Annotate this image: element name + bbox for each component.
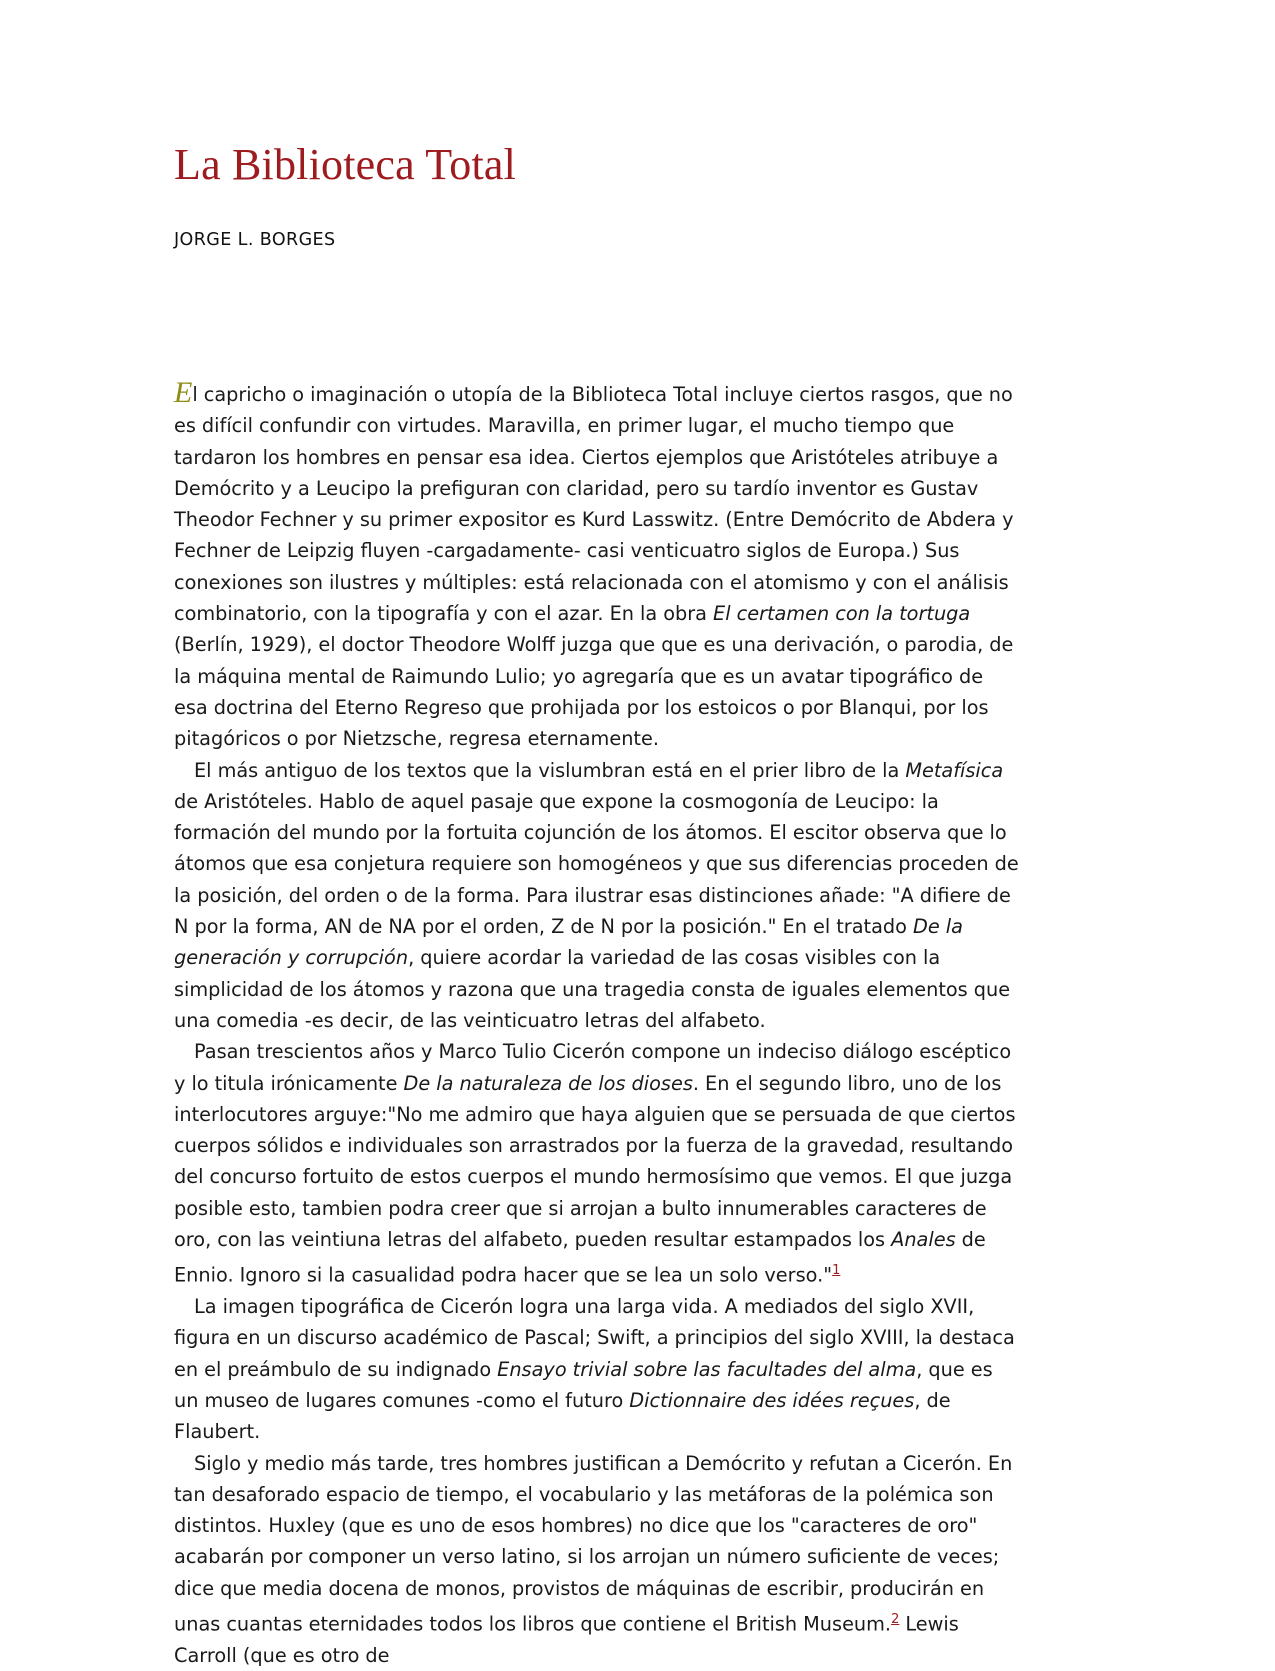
text-run: , de Flaubert. xyxy=(174,1388,951,1444)
author-byline: JORGE L. BORGES xyxy=(174,230,336,250)
italic-title: Dictionnaire des idées reçues xyxy=(629,1388,915,1412)
italic-title: De la naturaleza de los dioses xyxy=(403,1071,693,1095)
document-content xyxy=(174,140,1019,1667)
text-run: de Aristóteles. Hablo de aquel pasaje que expone la cosmogonía de Leucipo: la formación del mundo por la fortuita cojunción de los átomos. El escitor observa que lo átomos que esa conjetura requiere son homogéneos y que sus diferencias proceden de la posición, del orden o de la forma. Para ilustrar esas distinciones añade: "A difiere de N por la forma, AN de NA por el orden, Z de N por la posición." En el tratado xyxy=(174,789,1019,939)
paragraph xyxy=(174,755,1022,1037)
text-run: La imagen tipográfica de Cicerón logra una larga vida. A mediados del siglo XVII, figura en un discurso académico de Pascal; Swift, a principios del siglo XVIII, la destaca en el preámbulo de su indignado xyxy=(174,1295,1015,1381)
article-body xyxy=(174,378,1022,1671)
drop-cap: E xyxy=(174,376,193,409)
paragraph xyxy=(174,378,1022,755)
footnote-link[interactable]: 2 xyxy=(891,1612,900,1627)
text-run: , quiere acordar la variedad de las cosas visibles con la simplicidad de los átomos y razona que una tragedia consta de iguales elementos que una comedia -es decir, de las veinticuatro letras del alfabeto. xyxy=(174,946,1011,1032)
text-run: Pasan trescientos años y Marco Tulio Cicerón compone un indeciso diálogo escéptico y lo titula irónicamente xyxy=(174,1040,1012,1095)
paragraph xyxy=(174,1036,1022,1291)
italic-title: Anales xyxy=(891,1228,956,1252)
text-run: (Berlín, 1929), el doctor Theodore Wolff juzga que que es una derivación, o parodia, de la máquina mental de Raimundo Lulio; yo agregaría que es un avatar tipográfico de esa doctrina del Eterno Regreso que prohijada por los estoicos o por Blanqui, por los pitagóricos o por Nietzsche, regresa eternamente. xyxy=(174,633,1014,751)
text-run: El más antiguo de los textos que la vislumbran está en el prier libro de la xyxy=(194,758,906,782)
footnote-link[interactable]: 1 xyxy=(832,1263,841,1279)
text-run: de Ennio. Ignoro si la casualidad podra hacer que se lea un solo verso." xyxy=(174,1228,986,1287)
paragraph xyxy=(174,1291,1022,1447)
italic-title: De la generación y corrupción xyxy=(174,915,963,970)
page-title: La Biblioteca Total xyxy=(174,140,517,189)
italic-title: Metafísica xyxy=(905,758,1004,782)
paragraph xyxy=(174,1448,1022,1671)
italic-title: El certamen con la tortuga xyxy=(713,602,971,626)
text-run: l capricho o imaginación o utopía de la Biblioteca Total incluye ciertos rasgos, que no es difícil confundir con virtudes. Maravilla, en primer lugar, el mucho tiempo que tardaron los hombres en pensar esa idea. Ciertos ejemplos que Aristóteles atribuye a Demócrito y a Leucipo la prefiguran con claridad, pero su tardío inventor es Gustav Theodor Fechner y su primer expositor es Kurd Lasswitz. (Entre Demócrito de Abdera y Fechner de Leipzig fluyen -cargadamente- casi venticuatro siglos de Europa.) Sus conexiones son ilustres y múltiples: está relacionada con el atomismo y con el análisis combinatorio, con la tipografía y con el azar. En la obra xyxy=(174,383,1014,626)
text-run: Lewis Carroll (que es otro de xyxy=(174,1612,959,1667)
italic-title: Ensayo trivial sobre las facultades del alma xyxy=(497,1357,917,1381)
text-run: , que es un museo de lugares comunes -como el futuro xyxy=(174,1357,993,1412)
text-run: Siglo y medio más tarde, tres hombres justifican a Demócrito y refutan a Cicerón. En tan desaforado espacio de tiempo, el vocabulario y las metáforas de la polémica son distintos. Huxley (que es uno de esos hombres) no dice que los "caracteres de oro" acabarán por componer un verso latino, si los arrojan un número suficiente de veces; dice que media docena de monos, provistos de máquinas de escribir, producirán en unas cuantas eternidades todos los libros que contiene el British Museum. xyxy=(174,1451,1013,1636)
text-run: . En el segundo libro, uno de los interlocutores arguye:"No me admiro que haya alguien que se persuada de que ciertos cuerpos sólidos e individuales son arrastrados por la fuerza de la gravedad, resultando del concurso fortuito de estos cuerpos el mundo hermosísimo que vemos. El que juzga posible esto, tambien podra creer que si arrojan a bulto innumerables caracteres de oro, con las veintiuna letras del alfabeto, pueden resultar estampados los xyxy=(174,1071,1016,1252)
